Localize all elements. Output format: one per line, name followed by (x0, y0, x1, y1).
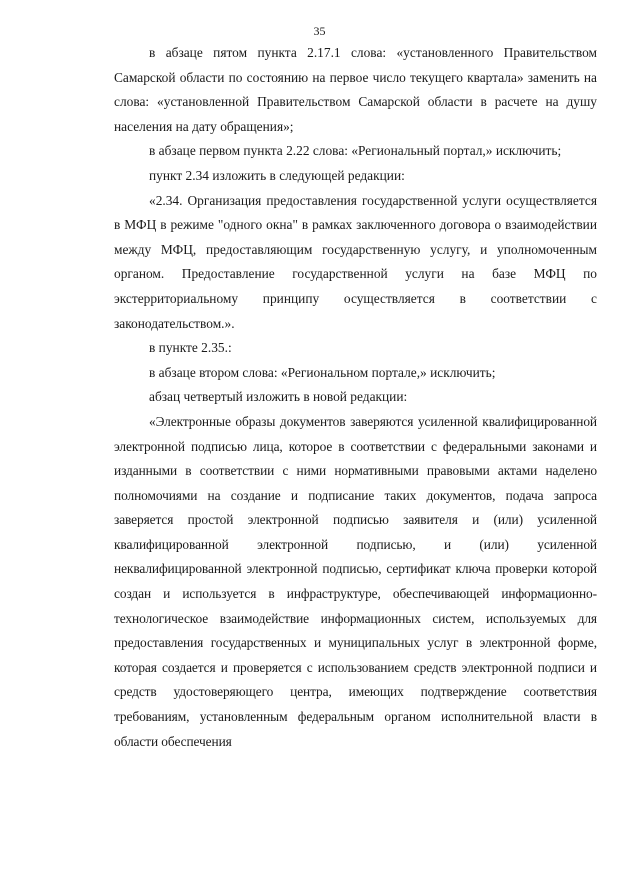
paragraph-intro-2-35-fourth: абзац четвертый изложить в новой редакции: (149, 389, 408, 405)
paragraph-intro-2-35: в пункте 2.35.: (149, 340, 232, 356)
paragraph-amend-2-17-1: в абзаце пятом пункта 2.17.1 слова: «установленного Правительством Самарской области по состоянию на первое число текущего квартала» заменить на слова: «установленной Правительством Самарской области в расчете на душу населения на дату обращения»; (114, 45, 597, 134)
paragraph-amend-2-22: в абзаце первом пункта 2.22 слова: «Региональный портал,» исключить; (149, 143, 562, 159)
page-number: 35 (313, 24, 326, 38)
paragraph-text-2-35-fourth: «Электронные образы документов заверяются усиленной квалифицированной электронной подписью лица, которое в соответствии с федеральными законами и изданными в соответствии с ними нормативными правовыми актами наделено полномочиями на создание и подписание таких документов, подача запроса заверяется простой электронной подписью заявителя и (или) усиленной квалифицированной электронной подписью, и (или) усиленной неквалифицированной электронной подписью, сертификат ключа проверки которой создан и используется в инфраструктуре, обеспечивающей информационно-технологическое взаимодействие информационных систем, используемых для предоставления государственных и муниципальных услуг в электронной форме, которая создается и проверяется с использованием средств электронной подписи и средств удостоверяющего центра, имеющих подтверждение соответствия требованиям, установленным федеральным органом исполнительной власти в области обеспечения (114, 413, 597, 749)
document-body (114, 41, 597, 754)
paragraph-intro-2-34: пункт 2.34 изложить в следующей редакции: (149, 167, 405, 183)
paragraph-text-2-34: «2.34. Организация предоставления государственной услуги осуществляется в МФЦ в режиме "одного окна" в рамках заключенного договора о взаимодействии между МФЦ, предоставляющим государственную услугу, и уполномоченным органом. Предоставление государственной услуги на базе МФЦ по экстерриториальному принципу осуществляется в соответствии с законодательством.». (114, 192, 597, 331)
paragraph-amend-2-35-second: в абзаце втором слова: «Региональном портале,» исключить; (149, 364, 496, 380)
